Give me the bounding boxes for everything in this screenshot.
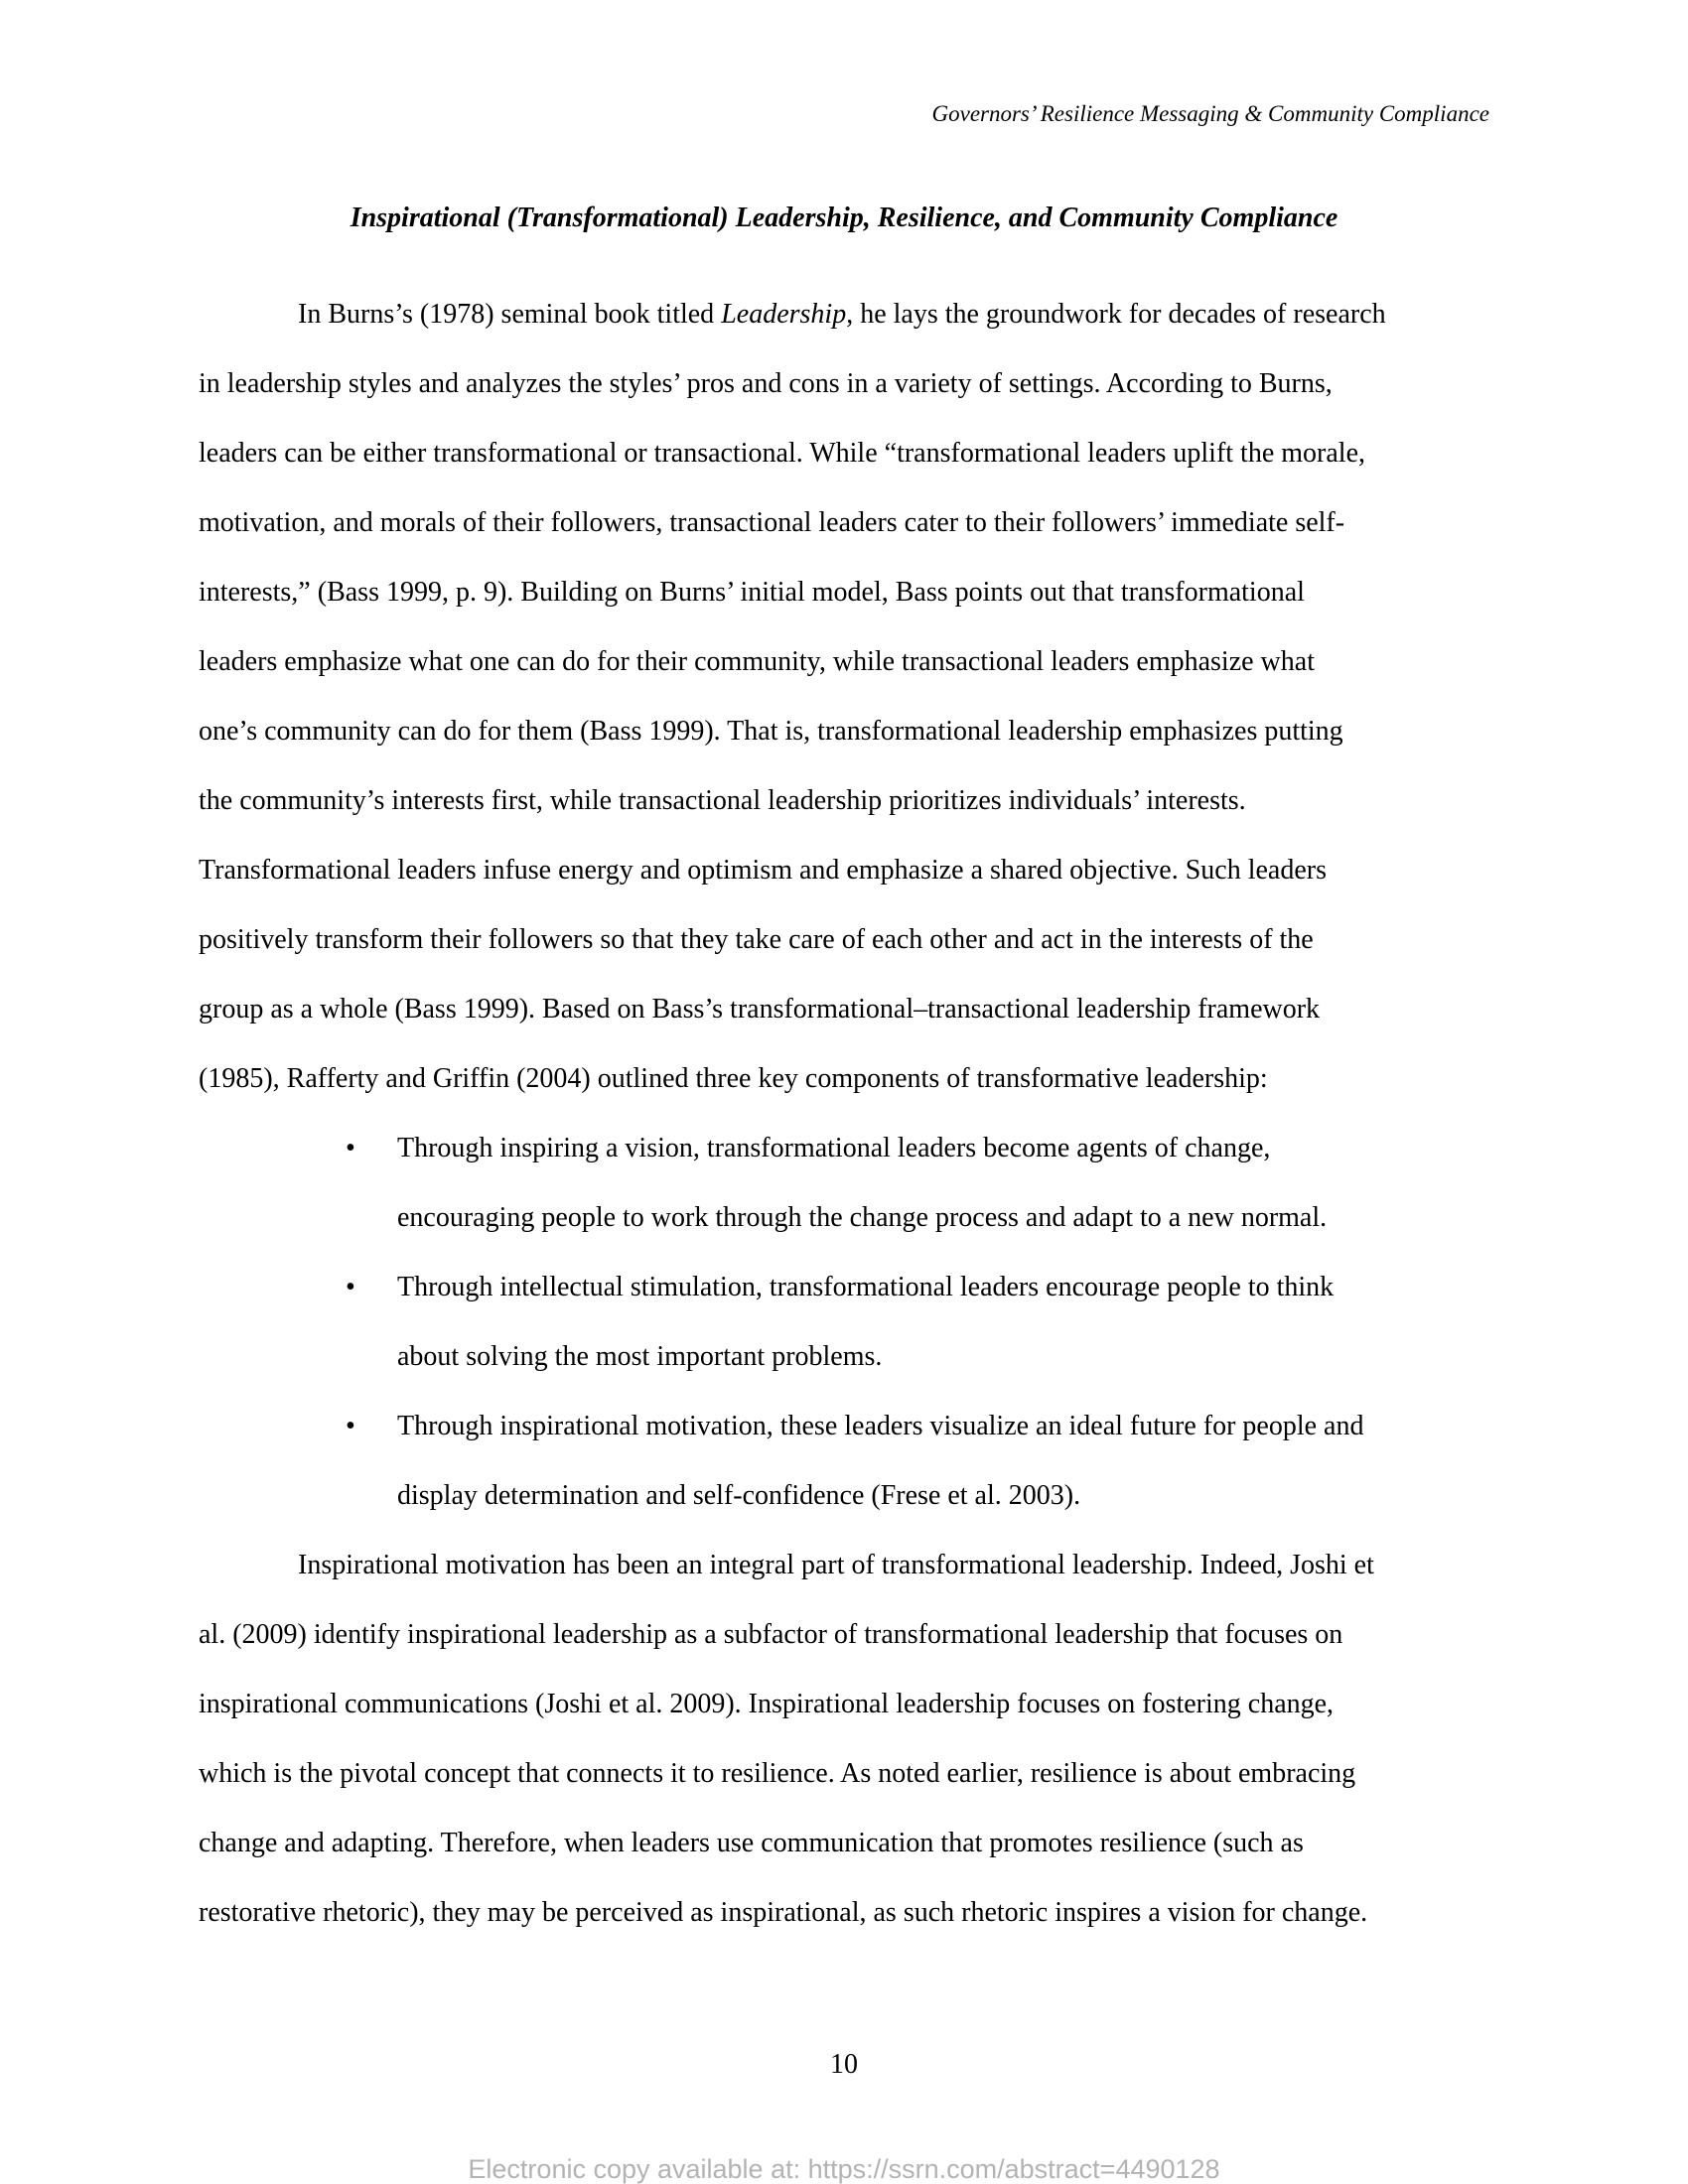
paragraph-1-line-3: leaders can be either transformational or transactional. While “transformational leaders uplift the morale, xyxy=(199,438,1366,469)
paragraph-1-line-1 xyxy=(199,280,1489,349)
bullet-item-3-text-1: Through inspirational motivation, these leaders visualize an ideal future for people and xyxy=(397,1411,1364,1441)
bullet-icon: • xyxy=(346,1133,355,1163)
bullet-item-1-text-1: Through inspiring a vision, transformational leaders become agents of change, xyxy=(397,1133,1271,1163)
running-head: Governors’ Resilience Messaging & Community Compliance xyxy=(931,101,1489,126)
bullet-icon: • xyxy=(346,1411,355,1441)
body-text xyxy=(199,280,1489,1948)
ssrn-footer: Electronic copy available at: https://ssrn.com/abstract=4490128 xyxy=(468,2154,1220,2184)
paragraph-1-line-1-end: , he lays the groundwork for decades of research xyxy=(846,299,1386,330)
paragraph-1-line-10: positively transform their followers so that they take care of each other and act in the interests of the xyxy=(199,924,1314,955)
bullet-item-3-line-2: display determination and self-confidence (Frese et al. 2003). xyxy=(397,1480,1081,1511)
bullet-item-1-line-1 xyxy=(199,1114,1489,1183)
paragraph-1-line-4: motivation, and morals of their followers, transactional leaders cater to their followers’ immediate self- xyxy=(199,507,1345,538)
paragraph-1-line-6: leaders emphasize what one can do for their community, while transactional leaders emphasize what xyxy=(199,646,1315,677)
bullet-item-2-text-1: Through intellectual stimulation, transformational leaders encourage people to think xyxy=(397,1272,1335,1302)
paragraph-1-line-12: (1985), Rafferty and Griffin (2004) outlined three key components of transformative leadership: xyxy=(199,1063,1268,1094)
paragraph-1-line-2: in leadership styles and analyzes the styles’ pros and cons in a variety of settings. According to Burns, xyxy=(199,368,1333,399)
paragraph-1-line-7: one’s community can do for them (Bass 1999). That is, transformational leadership emphasizes putting xyxy=(199,716,1343,747)
paragraph-2-line-2: al. (2009) identify inspirational leadership as a subfactor of transformational leadership that focuses on xyxy=(199,1619,1343,1650)
paragraph-1-line-8: the community’s interests first, while transactional leadership prioritizes individuals’ interests. xyxy=(199,785,1246,816)
paragraph-2-line-5: change and adapting. Therefore, when leaders use communication that promotes resilience (such as xyxy=(199,1828,1304,1858)
bullet-list xyxy=(199,1114,1489,1531)
paragraph-2-line-3: inspirational communications (Joshi et al. 2009). Inspirational leadership focuses on fostering change, xyxy=(199,1689,1335,1719)
paragraph-1-line-5: interests,” (Bass 1999, p. 9). Building on Burns’ initial model, Bass points out that transformational xyxy=(199,577,1305,608)
bullet-icon: • xyxy=(346,1272,355,1302)
bullet-item-2-line-2: about solving the most important problems. xyxy=(397,1341,883,1372)
paragraph-1-line-9: Transformational leaders infuse energy and optimism and emphasize a shared objective. Such leaders xyxy=(199,855,1327,886)
paragraph-1-line-11: group as a whole (Bass 1999). Based on Bass’s transformational–transactional leadership framework xyxy=(199,994,1321,1024)
paragraph-2-line-4: which is the pivotal concept that connects it to resilience. As noted earlier, resilience is about embracing xyxy=(199,1758,1356,1789)
bullet-item-3-line-1 xyxy=(199,1392,1489,1461)
bullet-item-1-line-2: encouraging people to work through the change process and adapt to a new normal. xyxy=(397,1202,1328,1233)
page-number: 10 xyxy=(830,2049,858,2080)
section-heading: Inspirational (Transformational) Leadership, Resilience, and Community Compliance xyxy=(350,203,1338,233)
paragraph-2-line-1: Inspirational motivation has been an integral part of transformational leadership. Indeed, Joshi et xyxy=(298,1550,1374,1580)
bullet-item-2-line-1 xyxy=(199,1253,1489,1322)
paragraph-1-line-1-start: In Burns’s (1978) seminal book titled xyxy=(298,299,722,330)
paragraph-2-line-6: restorative rhetoric), they may be perceived as inspirational, as such rhetoric inspires a vision for change. xyxy=(199,1897,1368,1928)
book-title: Leadership xyxy=(721,299,847,330)
